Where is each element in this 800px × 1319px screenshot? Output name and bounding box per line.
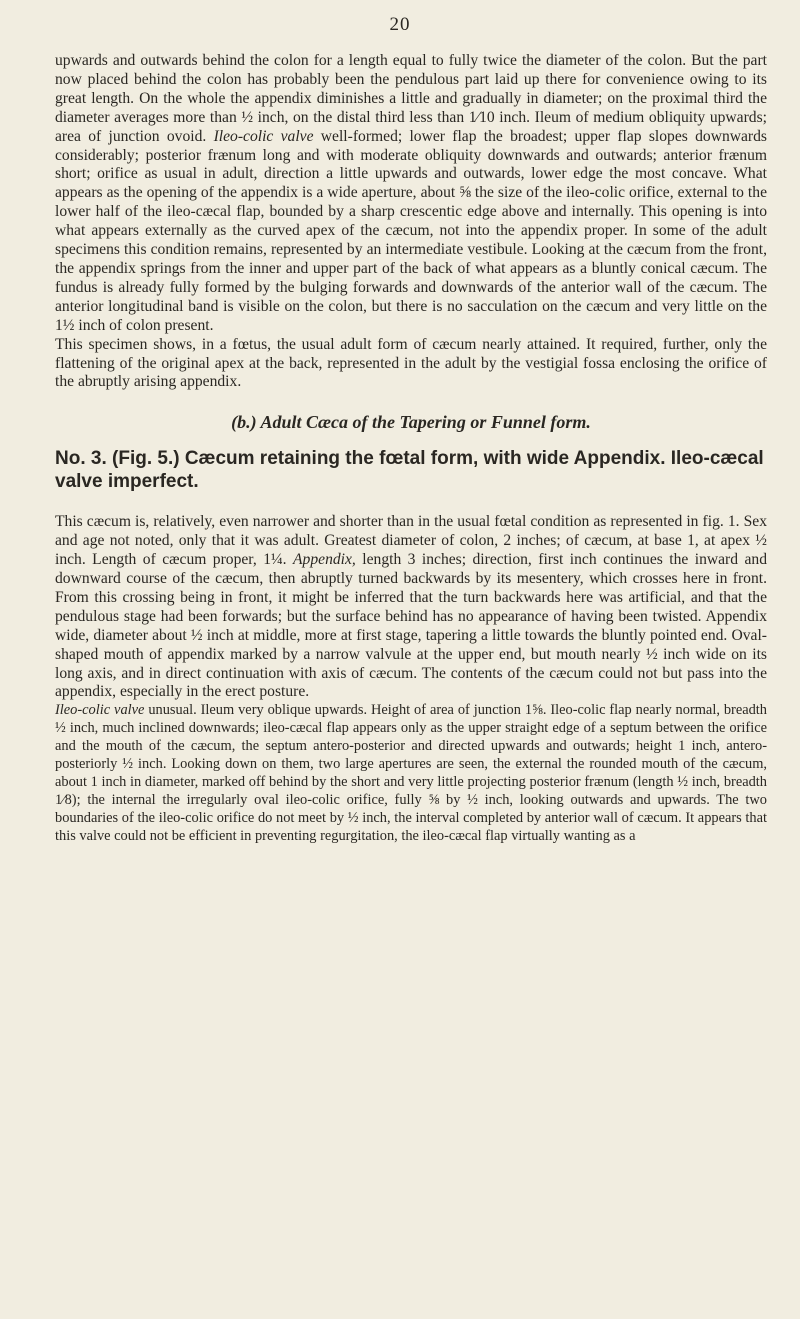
specimen-heading: No. 3. (Fig. 5.) Cæcum retaining the fœtal form, with wide Appendix. Ileo-cæcal valve imperfect. xyxy=(55,448,764,493)
ileo-colic-valve-term-2: Ileo-colic valve xyxy=(55,702,145,719)
paragraph-3-text: This cæcum is, relatively, even narrower and shorter than in the usual fœtal condition as represented in fig. 1. Sex and age not noted, only that it was adult. Greatest diameter of colon, 2 inches; of cæcum, at base 1, at apex ½ inch. Length of cæcum proper, 1¼. xyxy=(55,513,767,569)
paragraph-1-continuation: well-formed; lower flap the broadest; upper flap slopes downwards considerably; posterior frænum long and with moderate obliquity downwards and outwards; anterior frænum short; orifice as usual in adult, direction a little upwards and outwards, lower edge the most concave. What appears as the opening of the appendix is a wide aperture, about ⅝ the size of the ileo-colic orifice, external to the lower half of the ileo-cæcal flap, bounded by a sharp crescentic edge above and internally. This opening is into what appears externally as the curved apex of the cæcum, not into the appendix proper. In some of the adult specimens this condition remains, represented by an intermediate vestibule. Looking at the cæcum from the front, the appendix springs from the inner and upper part of the back of what appears as a bluntly conical cæcum. The fundus is already fully formed by the bulging forwards and downwards of the anterior wall of the cæcum. The anterior longitudinal band is visible on the colon, but there is no sacculation on the cæcum and very little on the 1½ inch of colon present. xyxy=(55,127,767,334)
paragraph-2: This specimen shows, in a fœtus, the usual adult form of cæcum nearly attained. It required, further, only the flattening of the original apex at the back, represented in the adult by the vestigial fossa enclosing the orifice of the abruptly arising appendix. xyxy=(55,335,767,391)
paragraph-3-continuation: length 3 inches; direction, first inch continues the inward and downward course of the cæcum, then abruptly turned backwards by its mesentery, which crosses here in front. From this crossing being in front, it might be inferred that the turn backwards here was artificial, and that the pendulous stage had been forwards; but the surface behind has no appearance of having been twisted. Appendix wide, diameter about ½ inch at middle, more at first stage, tapering a little towards the bluntly pointed end. Oval-shaped mouth of appendix marked by a narrow valvule at the upper end, but mouth nearly ½ inch wide on its long axis, and in direct continuation with axis of cæcum. The contents of the cæcum could not but pass into the appendix, especially in the erect posture. xyxy=(55,551,767,701)
page-body xyxy=(55,52,767,846)
paragraph-4 xyxy=(55,702,767,845)
paragraph-1 xyxy=(55,52,767,336)
section-heading: (b.) Adult Cæca of the Tapering or Funnel form. xyxy=(231,412,591,433)
ileo-colic-valve-term: Ileo-colic valve xyxy=(213,127,314,145)
paragraph-1-text: upwards and outwards behind the colon for a length equal to fully twice the diameter of the colon. But the part now placed behind the colon has probably been the pendulous part laid up there for convenience owing to its great length. On the whole the appendix diminishes a little and gradually in diameter; on the proximal third the diameter averages more than ½ inch, on the distal third less than 1⁄10 inch. Ileum of medium obliquity upwards; area of junction ovoid. xyxy=(55,52,767,145)
appendix-term: Appendix, xyxy=(293,551,356,569)
paragraph-3 xyxy=(55,513,767,702)
paragraph-4-text: unusual. Ileum very oblique upwards. Height of area of junction 1⅝. Ileo-colic flap nearly normal, breadth ½ inch, much inclined downwards; ileo-cæcal flap appears only as the upper straight edge of a septum between the orifice and the mouth of the cæcum, the septum antero-posterior and directed upwards and outwards; height 1 inch, antero-posteriorly ½ inch. Looking down on them, two large apertures are seen, the external the rounded mouth of the cæcum, about 1 inch in diameter, marked off behind by the short and very little projecting posterior frænum (length ½ inch, breadth 1⁄8); the internal the irregularly oval ileo-colic orifice, fully ⅝ by ½ inch, looking outwards and upwards. The two boundaries of the ileo-colic orifice do not meet by ½ inch, the interval completed by anterior wall of cæcum. It appears that this valve could not be efficient in preventing regurgitation, the ileo-cæcal flap virtually wanting as a xyxy=(55,702,767,844)
page-number: 20 xyxy=(389,14,411,35)
